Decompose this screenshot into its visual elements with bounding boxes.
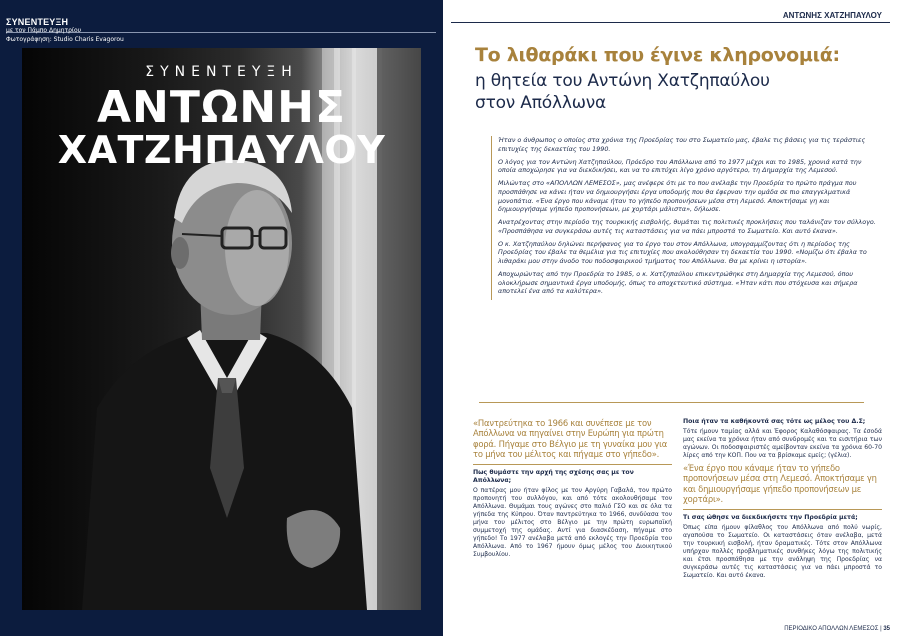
right-page xyxy=(443,0,900,636)
interview-answer: Ο πατέρας μου ήταν φίλος με τον Αργύρη Γαβαλά, τον πρώτο προπονητή του συλλόγου, και από τότε ακολουθήσαμε τον Απόλλωνα. Θυμάμαι τους αγώνες στο παλιό ΓΣΟ και σε όλα τα γήπεδα της Κύπρου. Όταν παντρεύτηκα το 1966, συνδύασα τον μήνα του μέλιτος στο Βέλγιο με την πρώτη ευρωπαϊκή συμμετοχή της ομάδας. Αντί για διασκέδαση, πήγαμε στο γήπεδο! Το 1977 ανέλαβα μετά από εκλογές την Προεδρία του Απόλλωνα. Από το 1967 ήμουν όμως μέλος του Διοικητικού Συμβουλίου. xyxy=(473,486,672,558)
pull-quote: «Ένα έργο που κάναμε ήταν το γήπεδο προπονήσεων μέσα στη Λεμεσό. Αποκτήσαμε γη και δημιουργήσαμε γήπεδο προπονήσεων με χορτάρι». xyxy=(683,463,877,505)
column-right xyxy=(683,418,882,583)
credit-author: με τον Πάμπο Δημητρίου xyxy=(6,27,82,34)
intro-paragraph: Ανατρέχοντας στην περίοδο της τουρκικής εισβολής, θυμάται τις πολιτικές προκλήσεις που ταλάνιζαν τον σύλλογο. «Προσπάθησα να συγκεράσω αυτές τις καταστάσεις για να πάει μπροστά το Σωματείο. Και αυτό έκανα». xyxy=(498,218,876,235)
pull-quote: «Παντρεύτηκα το 1966 και συνέπεσε με τον Απόλλωνα να πηγαίνει στην Ευρώπη για πρώτη φορά. Πήγαμε στο Βέλγιο με τη γυναίκα μου για το μήνα του μέλιτος και πήγαμε στο γήπεδο». xyxy=(473,418,668,460)
article-title: Το λιθαράκι που έγινε κληρονομιά: xyxy=(475,44,840,66)
intro-paragraph: Μιλώντας στο «ΑΠΟΛΛΩΝ ΛΕΜΕΣΟΣ», μας ανέφερε ότι με το που ανέλαβε την Προεδρία το πρώτο πράγμα που προσπάθησε να κάνει ήταν να δημιουργήσει έργα υποδομής που θα έφερναν την ομάδα σε πιο επαγγελματικά μονοπάτια. «Ένα έργο που κάναμε ήταν το γήπεδο προπονήσεων μέσα στη Λεμεσό. Αποκτήσαμε γη και δημιουργήσαμε γήπεδο προπονήσεων, με χορτάρι μάλιστα», δήλωσε. xyxy=(498,179,857,214)
intro-paragraph: Αποχωρώντας από την Προεδρία το 1985, ο κ. Χατζηπαύλου επικεντρώθηκε στη Δημαρχία της Λεμεσού, όπου ολοκλήρωσε σημαντικά έργα υποδομής, όπως το αποχετευτικό σύστημα. «Ήταν κάτι που στόχευσα και σήμερα αποτελεί ένα από τα καλύτερα». xyxy=(498,270,858,296)
intro-paragraph: Ο λόγος για τον Αντώνη Χατζηπαύλου, Πρόεδρο του Απόλλωνα από το 1977 μέχρι και το 1985, χρονιά κατά την οποία αποχώρησε για να διεκδικήσει, και να το επιτύχει λίγο χρόνο αργότερο, τη Δημαρχία της Λεμεσού. xyxy=(498,157,862,175)
interview-question: Ποια ήταν τα καθήκοντά σας τότε ως μέλος του Δ.Σ; xyxy=(683,418,866,425)
subtitle-line-2: στον Απόλλωνα xyxy=(475,93,607,113)
left-page xyxy=(0,0,443,636)
column-left xyxy=(473,418,672,562)
interviewee-last-name: ΧΑΤΖΗΠΑΥΛΟΥ xyxy=(57,128,386,172)
article-subtitle xyxy=(475,70,885,114)
interviewee-first-name: ΑΝΤΩΝΗΣ xyxy=(97,82,346,133)
credits xyxy=(6,27,124,44)
photo-kicker: ΣΥΝΕΝΤΕΥΞΗ xyxy=(145,64,298,80)
pull-quote-rule xyxy=(473,464,672,465)
interview-question: Πως θυμάστε την αρχή της σχέσης σας με τον Απόλλωνα; xyxy=(473,468,634,484)
subtitle-line-1: η θητεία του Αντώνη Χατζηπαύλου xyxy=(475,71,770,91)
page-number: 35 xyxy=(883,626,890,632)
section-label: ΣΥΝΕΝΤΕΥΞΗ xyxy=(6,17,69,27)
portrait-photo xyxy=(22,48,421,610)
interview-question: Τι σας ώθησε να διεκδικήσετε την Προεδρία μετά; xyxy=(683,513,858,521)
credit-photo: Φωτογράφηση: Studio Charis Evagorou xyxy=(6,35,124,43)
intro-block xyxy=(491,136,876,300)
intro-rule xyxy=(479,402,864,403)
running-header: ΑΝΤΩΝΗΣ ΧΑΤΖΗΠΑΥΛΟΥ xyxy=(782,11,882,20)
header-rule xyxy=(451,22,890,23)
pull-quote-rule xyxy=(683,509,882,510)
intro-paragraph: Ήταν ο άνθρωπος ο οποίος στα χρόνια της Προεδρίας του στο Σωματείο μας, έβαλε τις βάσεις για τις τεράστιες επιτυχίες της δεκαετίας του 1990. xyxy=(498,136,866,153)
page-footer xyxy=(784,626,890,632)
magazine-name: ΠΕΡΙΟΔΙΚΟ ΑΠΟΛΛΩΝ ΛΕΜΕΣΟΣ | xyxy=(784,626,882,632)
interview-answer: Όπως είπα ήμουν φίλαθλος του Απόλλωνα από πολύ νωρίς, αγαπούσα το Σωματείο. Οι καταστάσεις όταν ανέλαβα, μετά την τουρκική εισβολή, ήταν δραματικές. Τότε στον Απόλλωνα υπήρχαν πολλές προβληματικές συνθήκες λόγω της πολιτικής και έτσι προσπάθησα με την ανάληψη της Προεδρίας να συγκεράσω αυτές τις καταστάσεις για να πάει μπροστά το Σωματείο. Και αυτό έκανα. xyxy=(683,523,882,579)
interview-answer: Τότε ήμουν ταμίας αλλά και Έφορος Καλαθόσφαιρας. Τα έσοδά μας εκείνα τα χρόνια ήταν από συνδρομές και τα εισιτήρια των αγώνων. Οι ποδοσφαιριστές αμείβονταν εκείνα τα χρόνια 60-70 λίρες από την ΚΟΠ. Που να τα βρίσκαμε εμείς; (γέλια). xyxy=(683,428,882,459)
intro-paragraph: Ο κ. Χατζηπαύλου δηλώνει περήφανος για το έργο του στον Απόλλωνα, υπογραμμίζοντας ότι η περίοδος της Προεδρίας του έβαλε τα θεμέλια για τις επιτυχίες που ακολούθησαν τη δεκαετία του 1990. «Νομίζω ότι έβαλα το λιθαράκι μου στην άνοδο του ποδοσφαιρικού τμήματος του Απόλλωνα. Θα με κρίνει η ιστορία». xyxy=(498,239,867,266)
